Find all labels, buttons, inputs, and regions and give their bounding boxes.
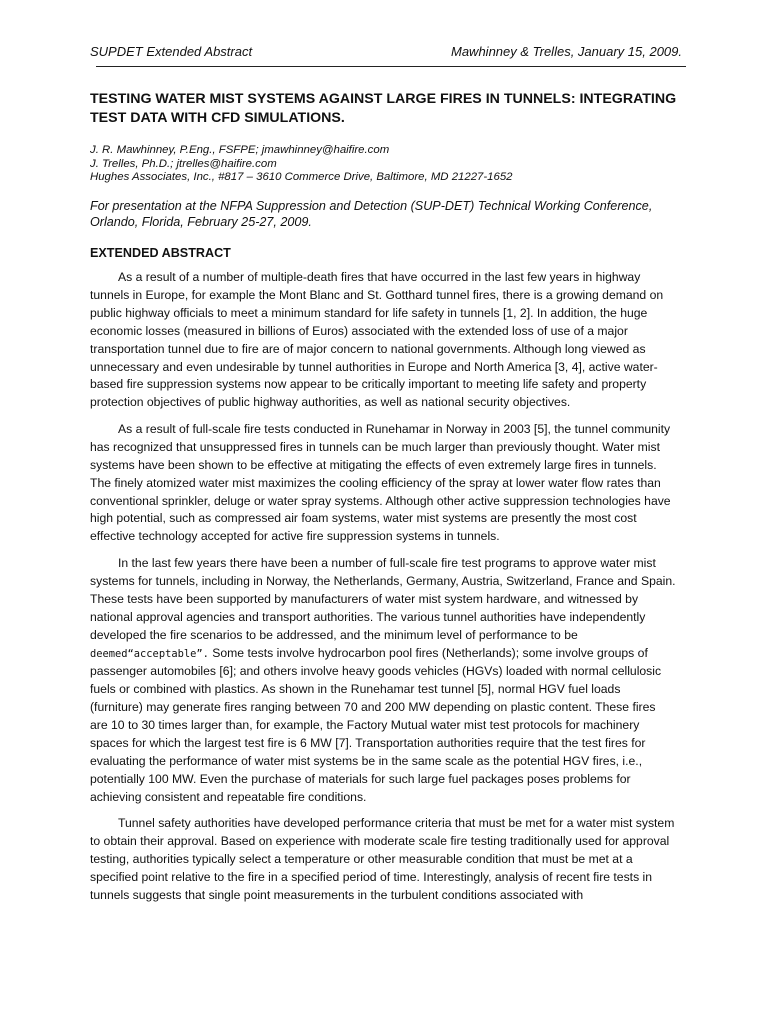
paragraph-3-text-b: Some tests involve hydrocarbon pool fires (Netherlands); some involve groups of passenger automobiles [6]; and others involve heavy goods vehicles (HGVs) loaded with normal cellulosic fuels or combined with plastics. As shown in the Runehamar test tunnel [5], normal HGV fuel loads (furniture) may generate fires ranging between 70 and 200 MW depending on plastic content. These fires are 10 to 30 times larger than, for example, the Factory Mutual water mist test protocols for machinery spaces for which the largest test fire is 6 MW [7]. Transportation authorities require that the test fires for evaluating the performance of water mist systems be in the same scale as the potential HGV fires, i.e., potentially 100 MW. Even the purchase of materials for such large fuel packages poses problems for achieving consistent and repeatable fire conditions. [90,645,662,804]
author-block [90,144,690,185]
header-rule [96,66,686,67]
paragraph-3 [90,555,676,807]
header-left-text: SUPDET Extended Abstract [90,44,253,59]
header-right-text: Mawhinney & Trelles, January 15, 2009. [451,44,682,59]
running-header [90,44,682,60]
body-text [90,269,676,914]
section-heading: EXTENDED ABSTRACT [90,246,231,260]
author-line-2: J. Trelles, Ph.D.; jtrelles@haifire.com [90,157,277,170]
paragraph-3-text-a: In the last few years there have been a number of full-scale fire test programs to approve water mist systems for tunnels, including in Norway, the Netherlands, Germany, Austria, Switzerland, France and Spain. These tests have been supported by manufacturers of water mist system hardware, and witnessed by national approval agencies and transport authorities. The various tunnel authorities have independently developed the fire scenarios to be addressed, and the minimum level of performance to be [90,555,676,642]
paper-title: TESTING WATER MIST SYSTEMS AGAINST LARGE FIRES IN TUNNELS: INTEGRATING TEST DATA WITH CFD SIMULATIONS. [90,91,677,126]
affiliation-line: Hughes Associates, Inc., #817 – 3610 Commerce Drive, Baltimore, MD 21227-1652 [90,171,513,183]
presentation-note: For presentation at the NFPA Suppression and Detection (SUP-DET) Technical Working Conference, Orlando, Florida, February 25-27, 2009. [90,199,653,229]
paragraph-1: As a result of a number of multiple-death fires that have occurred in the last few years in highway tunnels in Europe, for example the Mont Blanc and St. Gotthard tunnel fires, there is a growing demand on public highway officials to meet a minimum standard for life safety in tunnels [1, 2]. In addition, the huge economic losses (measured in billions of Euros) associated with the extended loss of use of a major transportation tunnel due to fire are of major concern to national governments. Although long viewed as unnecessary and even undesirable by tunnel authorities in Europe and North America [3, 4], active water-based fire suppression systems now appear to be critically important to meeting life safety and property protection objectives of public highway authorities, as well as national security objectives. [90,270,664,410]
author-line-1: J. R. Mawhinney, P.Eng., FSFPE; jmawhinney@haifire.com [90,144,390,156]
paragraph-2: As a result of full-scale fire tests conducted in Runehamar in Norway in 2003 [5], the tunnel community has recognized that unsuppressed fires in tunnels can be much larger than previously thought. Water mist systems have been shown to be effective at mitigating the effects of even extremely large fires in tunnels. The finely atomized water mist maximizes the cooling efficiency of the spray at lower water flow rates than conventional sprinkler, deluge or water spray systems. Although other active suppression technologies have high potential, such as compressed air foam systems, water mist systems are presently the most cost effective technology accepted for active fire suppression systems in tunnels. [90,421,671,544]
paragraph-4: Tunnel safety authorities have developed performance criteria that must be met for a water mist system to obtain their approval. Based on experience with moderate scale fire testing traditionally used for approval testing, authorities typically select a temperature or other measurable condition that must be met at a specified point relative to the fire in a specified period of time. Interestingly, analysis of recent fire tests in tunnels suggests that single point measurements in the turbulent conditions associated with [90,816,675,902]
paragraph-3-mono-phrase: deemed“acceptable”. [90,647,209,660]
